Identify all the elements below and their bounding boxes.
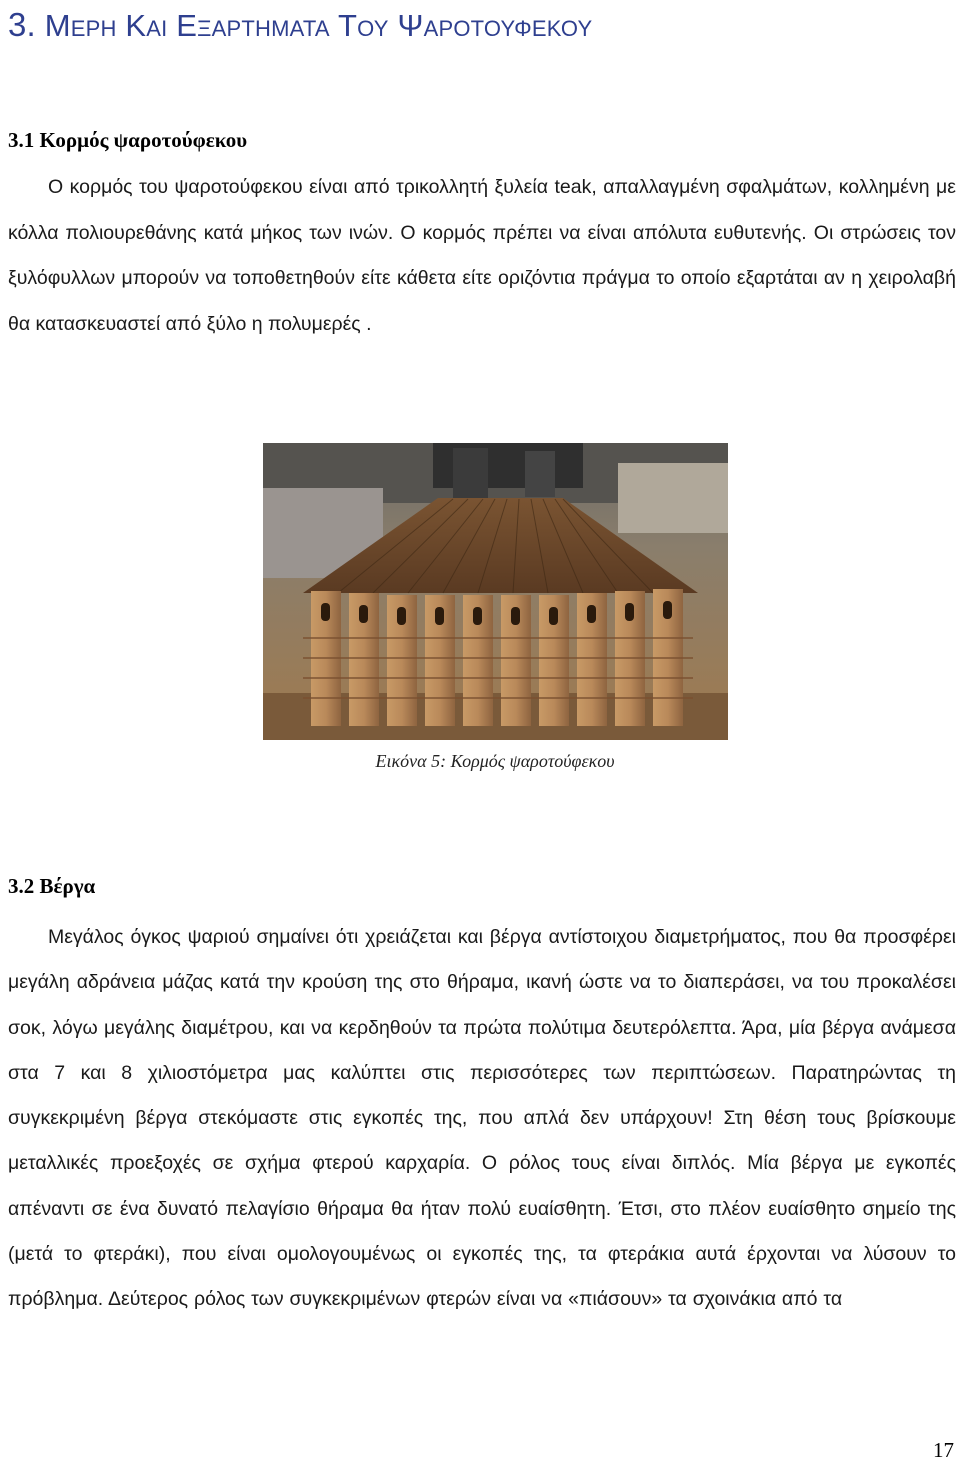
- page-number: 17: [933, 1438, 954, 1462]
- section-paragraph-rod: Μεγάλος όγκος ψαριού σημαίνει ότι χρειάζεται και βέργα αντίστοιχου διαμετρήματος, που θα προσφέρει μεγάλη αδράνεια μάζας κατά την κρούση της στο θήραμα, ικανή ώστε να το διαπεράσει, να του προκαλέσει σοκ, λόγω μεγάλης διαμέτρου, και να κερδηθούν τα πρώτα πολύτιμα δευτερόλεπτα. Άρα, μία βέργα ανάμεσα στα 7 και 8 χιλιοστόμετρα μας καλύπτει στις περισσότερες των περιπτώσεων. Παρατηρώντας τη συγκεκριμένη βέργα στεκόμαστε στις εγκοπές της, που απλά δεν υπάρχουν! Στη θέση τους βρίσκουμε μεταλλικές προεξοχές σε σχήμα φτερού καρχαρία. Ο ρόλος τους είναι διπλός. Μία βέργα με εγκοπές απέναντι σε ένα δυνατό πελαγίσιο θήραμα θα ήταν πολύ ευαίσθητη. Έτσι, στο πλέον ευαίσθητο σημείο της (μετά το φτεράκι), που είναι ομολογουμένως οι εγκοπές της, τα φτεράκια αυτά έρχονται να λύσουν το πρόβλημα. Δεύτερος ρόλος των συγκεκριμένων φτερών είναι να «πιάσουν» τα σχοινάκια από τα: [8, 926, 956, 1311]
- section-heading-rod: 3.2 Βέργα: [8, 874, 96, 898]
- chapter-number: 3.: [8, 6, 36, 43]
- chapter-title: [8, 6, 592, 44]
- figure-image: [263, 443, 728, 740]
- wooden-blanks-photo: [263, 443, 728, 740]
- chapter-title-text: Μερη Και Εξαρτηματα Του Ψαροτουφεκου: [44, 8, 593, 43]
- section-paragraph-trunk: Ο κορμός του ψαροτούφεκου είναι από τρικολλητή ξυλεία teak, απαλλαγμένη σφαλμάτων, κολλημένη με κόλλα πολιουρεθάνης κατά μήκος των ινών. Ο κορμός πρέπει να είναι απόλυτα ευθυτενής. Οι στρώσεις τον ξυλόφυλλων μπορούν να τοποθετηθούν είτε κάθετα είτε οριζόντια πράγμα το οποίο εξαρτάται αν η χειρολαβή θα κατασκευαστεί από ξύλο η πολυμερές .: [8, 176, 956, 335]
- section-heading-trunk: 3.1 Κορμός ψαροτούφεκου: [8, 128, 248, 152]
- figure-caption: Εικόνα 5: Κορμός ψαροτούφεκου: [375, 751, 615, 771]
